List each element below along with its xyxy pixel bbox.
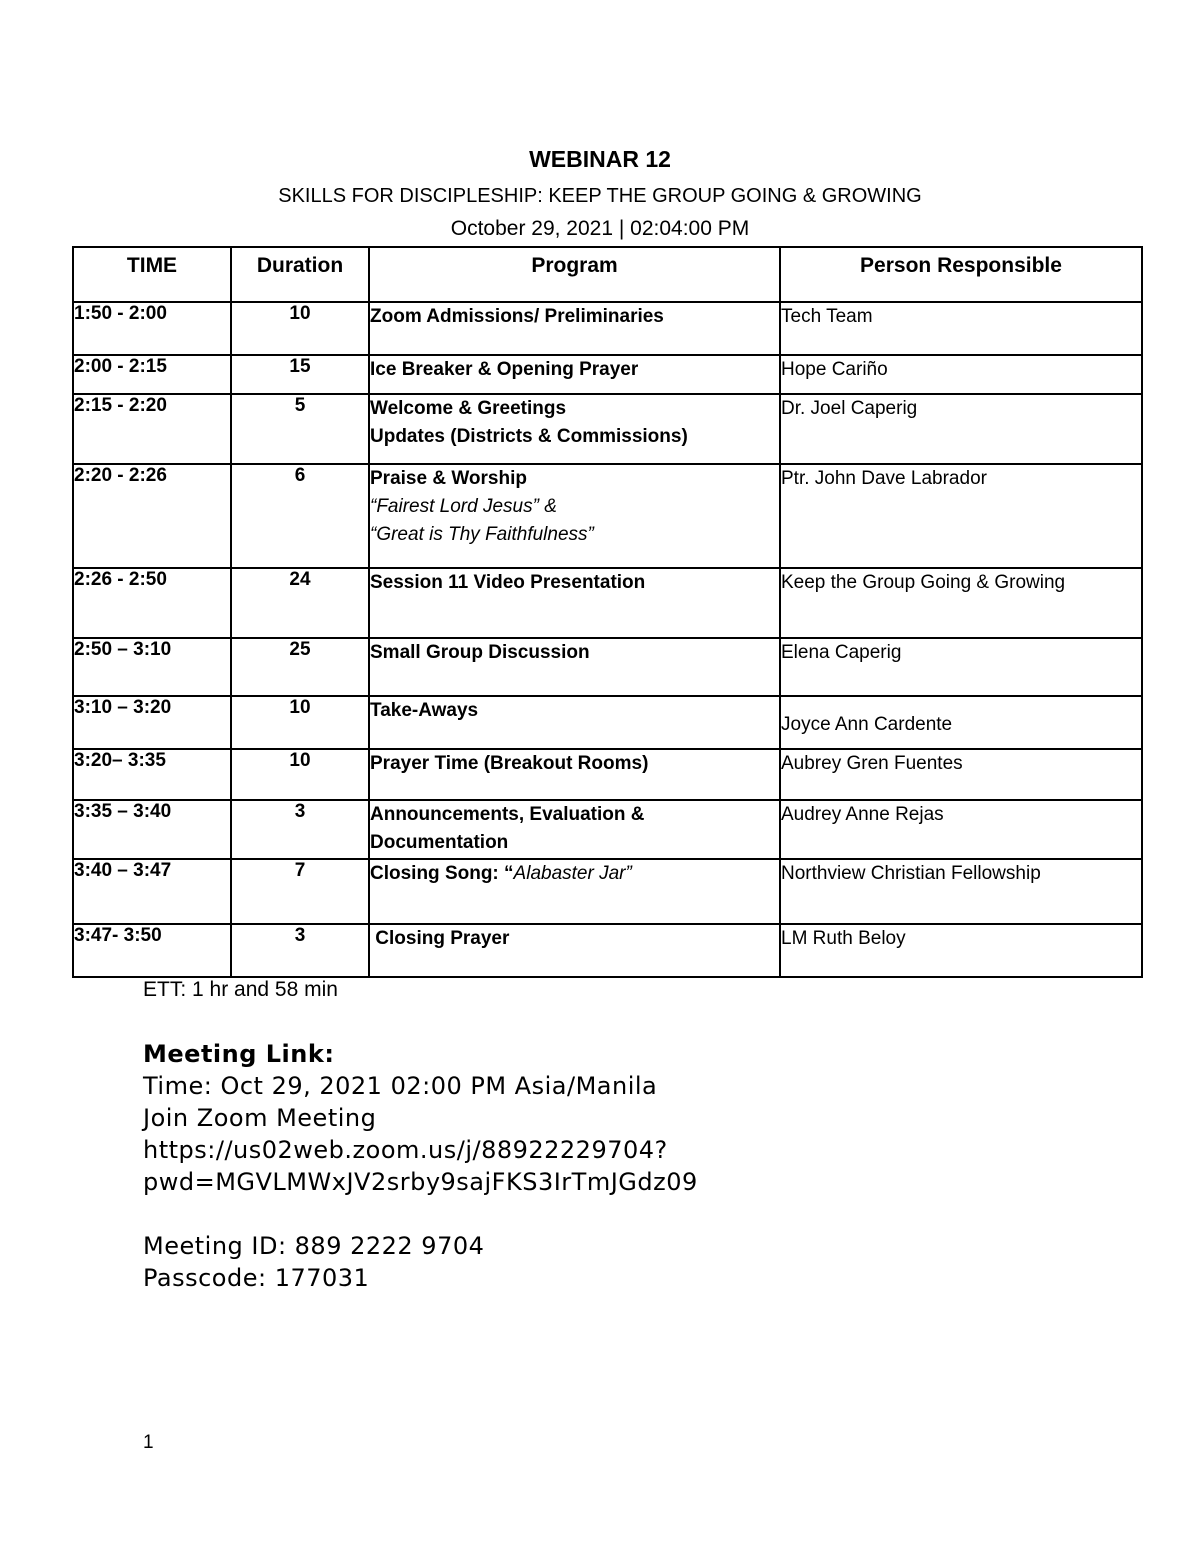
join-zoom-label: Join Zoom Meeting xyxy=(143,1104,377,1132)
table-row xyxy=(73,859,1142,924)
program-cell xyxy=(369,859,780,924)
meeting-link-heading: Meeting Link: xyxy=(143,1040,335,1068)
schedule-table xyxy=(72,246,1143,978)
table-row xyxy=(73,696,1142,749)
duration-cell: 10 xyxy=(231,696,369,749)
program-line: Prayer Time (Breakout Rooms) xyxy=(370,753,649,774)
table-row xyxy=(73,924,1142,977)
program-line: Praise & Worship xyxy=(370,468,527,489)
table-header-row xyxy=(73,247,1142,302)
column-header-time: TIME xyxy=(73,247,231,302)
duration-cell: 24 xyxy=(231,568,369,638)
table-row xyxy=(73,302,1142,355)
person-cell: Audrey Anne Rejas xyxy=(780,800,1142,859)
time-cell: 3:47- 3:50 xyxy=(73,924,231,977)
duration-cell: 10 xyxy=(231,302,369,355)
meeting-passcode: Passcode: 177031 xyxy=(143,1264,370,1292)
person-cell xyxy=(780,696,1142,749)
document-subtitle: SKILLS FOR DISCIPLESHIP: KEEP THE GROUP GOING & GROWING xyxy=(278,185,922,207)
duration-cell: 5 xyxy=(231,394,369,464)
table-row xyxy=(73,464,1142,568)
person-cell: Elena Caperig xyxy=(780,638,1142,696)
meeting-url-line-2[interactable]: pwd=MGVLMWxJV2srby9sajFKS3IrTmJGdz09 xyxy=(143,1168,698,1196)
person-cell: Tech Team xyxy=(780,302,1142,355)
program-cell xyxy=(369,696,780,749)
table-row xyxy=(73,568,1142,638)
column-header-duration: Duration xyxy=(231,247,369,302)
program-line: Ice Breaker & Opening Prayer xyxy=(370,359,639,380)
program-line: Small Group Discussion xyxy=(370,642,590,663)
program-prefix: Closing Song: “ xyxy=(370,863,514,884)
duration-cell: 25 xyxy=(231,638,369,696)
duration-cell: 3 xyxy=(231,924,369,977)
time-cell: 3:10 – 3:20 xyxy=(73,696,231,749)
program-line: Updates (Districts & Commissions) xyxy=(370,426,688,447)
document-date: October 29, 2021 | 02:04:00 PM xyxy=(450,217,750,240)
table-row xyxy=(73,355,1142,394)
duration-cell: 7 xyxy=(231,859,369,924)
song-title: “Fairest Lord Jesus” & xyxy=(370,496,557,517)
program-line: Documentation xyxy=(370,832,509,853)
time-cell: 2:26 - 2:50 xyxy=(73,568,231,638)
table-row xyxy=(73,638,1142,696)
program-cell xyxy=(369,638,780,696)
document-title: WEBINAR 12 xyxy=(529,146,671,172)
program-line: Zoom Admissions/ Preliminaries xyxy=(370,306,664,327)
time-cell: 3:40 – 3:47 xyxy=(73,859,231,924)
program-line: Closing Prayer xyxy=(370,928,510,949)
meeting-time: Time: Oct 29, 2021 02:00 PM Asia/Manila xyxy=(143,1072,658,1100)
person-cell: Ptr. John Dave Labrador xyxy=(780,464,1142,568)
program-line: Announcements, Evaluation & xyxy=(370,804,645,825)
program-cell xyxy=(369,302,780,355)
program-cell xyxy=(369,800,780,859)
person-name: Joyce Ann Cardente xyxy=(781,714,953,735)
program-cell xyxy=(369,924,780,977)
time-cell: 2:15 - 2:20 xyxy=(73,394,231,464)
person-cell: Aubrey Gren Fuentes xyxy=(780,749,1142,800)
person-cell: Dr. Joel Caperig xyxy=(780,394,1142,464)
time-cell: 2:00 - 2:15 xyxy=(73,355,231,394)
column-header-person: Person Responsible xyxy=(780,247,1142,302)
song-title: Alabaster Jar” xyxy=(513,863,632,884)
program-cell xyxy=(369,568,780,638)
person-cell: Keep the Group Going & Growing xyxy=(780,568,1142,638)
estimated-total-time: ETT: 1 hr and 58 min xyxy=(143,978,338,1001)
song-title: “Great is Thy Faithfulness” xyxy=(370,524,594,545)
time-cell: 3:35 – 3:40 xyxy=(73,800,231,859)
time-cell: 1:50 - 2:00 xyxy=(73,302,231,355)
person-cell: LM Ruth Beloy xyxy=(780,924,1142,977)
program-cell xyxy=(369,464,780,568)
duration-cell: 6 xyxy=(231,464,369,568)
person-cell: Hope Cariño xyxy=(780,355,1142,394)
program-line: Welcome & Greetings xyxy=(370,398,567,419)
duration-cell: 15 xyxy=(231,355,369,394)
meeting-url-line-1[interactable]: https://us02web.zoom.us/j/88922229704? xyxy=(143,1136,668,1164)
program-cell xyxy=(369,749,780,800)
table-row xyxy=(73,394,1142,464)
time-cell: 3:20– 3:35 xyxy=(73,749,231,800)
table-row xyxy=(73,800,1142,859)
time-cell: 2:50 – 3:10 xyxy=(73,638,231,696)
program-line: Session 11 Video Presentation xyxy=(370,572,646,593)
page-number: 1 xyxy=(143,1432,154,1453)
meeting-id: Meeting ID: 889 2222 9704 xyxy=(143,1232,485,1260)
program-line: Take-Aways xyxy=(370,700,479,721)
time-cell: 2:20 - 2:26 xyxy=(73,464,231,568)
column-header-program: Program xyxy=(369,247,780,302)
duration-cell: 10 xyxy=(231,749,369,800)
duration-cell: 3 xyxy=(231,800,369,859)
person-cell: Northview Christian Fellowship xyxy=(780,859,1142,924)
program-cell xyxy=(369,355,780,394)
table-row xyxy=(73,749,1142,800)
program-cell xyxy=(369,394,780,464)
